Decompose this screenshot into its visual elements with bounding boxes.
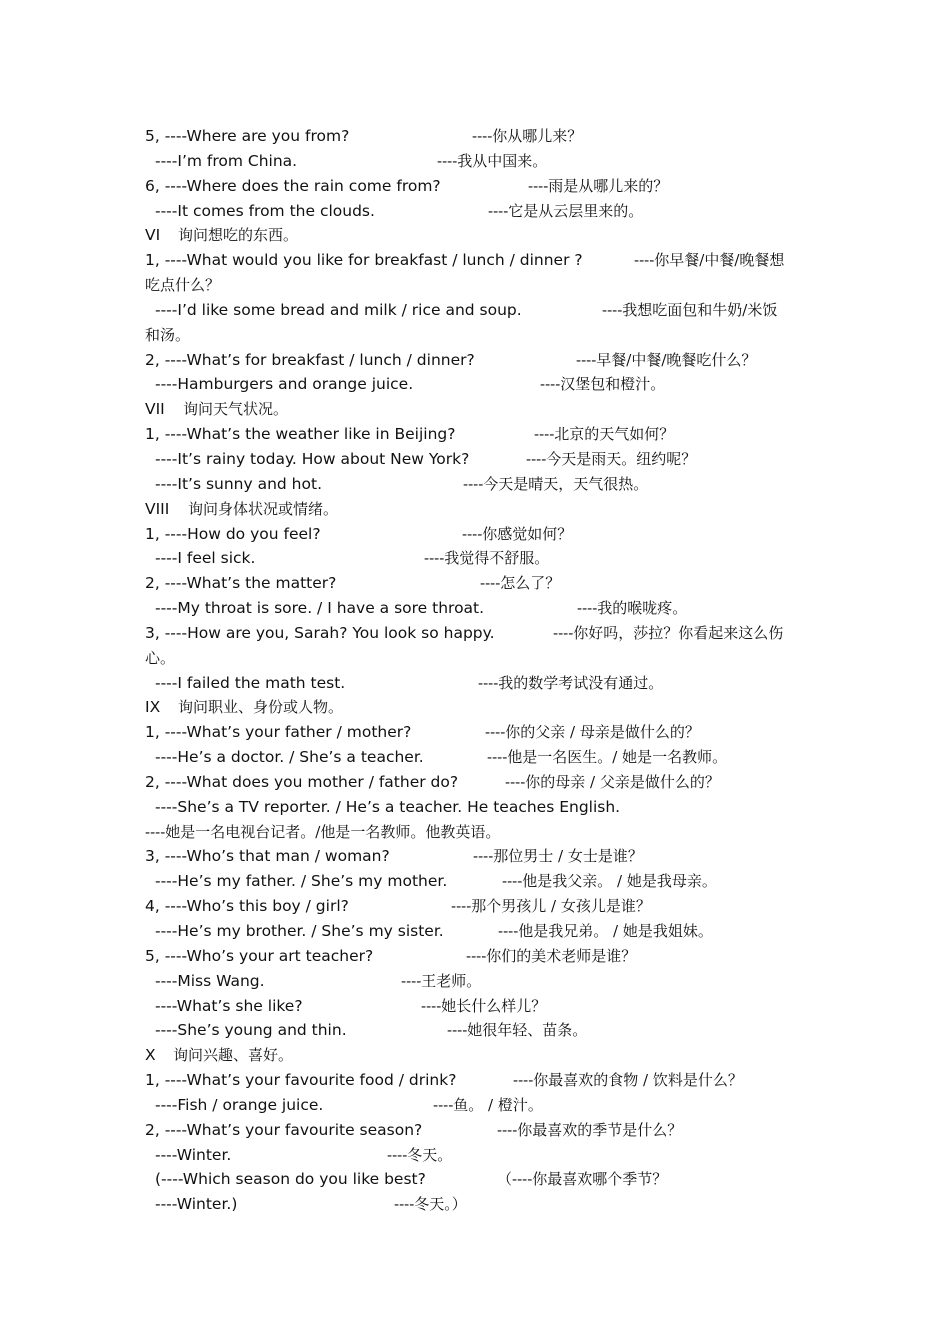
chinese-text: ----你的父亲 / 母亲是做什么的？: [485, 723, 700, 742]
chinese-text: ----他是我兄弟。 / 她是我姐妹。: [498, 922, 713, 940]
chinese-text: 心。: [145, 648, 176, 667]
english-text: ----He’s my brother. / She’s my sister.: [155, 922, 444, 940]
chinese-text: ----你最喜欢的食物 / 饮料是什么？: [513, 1071, 743, 1090]
text-line: [0, 149, 950, 174]
text-line: [0, 770, 950, 795]
chinese-text: ----她长什么样儿？: [421, 996, 547, 1015]
chinese-text: ----你好吗，莎拉？你看起来这么伤: [553, 623, 784, 642]
text-line: [0, 546, 950, 571]
english-text: ----She’s young and thin.: [155, 1021, 347, 1040]
text-line: [0, 820, 950, 845]
english-text: ----Miss Wang.: [155, 971, 265, 990]
text-line: [0, 1143, 950, 1168]
english-text: ----He’s a doctor. / She’s a teacher.: [155, 748, 424, 767]
chinese-text: ----雨是从哪儿来的？: [528, 176, 669, 195]
chinese-text: 吃点什么？: [145, 276, 221, 295]
english-text: ----I failed the math test.: [155, 673, 346, 692]
english-text: ----He’s my father. / She’s my mother.: [155, 872, 448, 891]
text-line: [0, 472, 950, 497]
chinese-text: ----他是我父亲。 / 她是我母亲。: [502, 872, 717, 891]
text-line: [0, 1167, 950, 1192]
section-title: 询问身体状况或情绪。: [188, 499, 339, 518]
text-line: [0, 745, 950, 770]
english-text: (----Which season do you like best?: [155, 1170, 426, 1189]
chinese-text: ----我从中国来。: [437, 151, 548, 170]
text-line: [0, 174, 950, 199]
text-line: [0, 522, 950, 547]
english-text: 1, ----What would you like for breakfast / lunch / dinner ?: [145, 251, 583, 270]
english-text: 4, ----Who’s this boy / girl?: [145, 897, 349, 916]
english-text: 2, ----What does you mother / father do?: [145, 772, 459, 791]
text-line: [0, 1118, 950, 1143]
english-text: ----I’m from China.: [155, 151, 298, 170]
text-line: [0, 248, 950, 273]
chinese-text: ----她很年轻、苗条。: [447, 1021, 588, 1040]
chinese-text: ----你最喜欢的季节是什么？: [497, 1120, 683, 1139]
chinese-text: ----它是从云层里来的。: [488, 201, 644, 220]
chinese-text: ----早餐/中餐/晚餐吃什么？: [576, 350, 757, 369]
text-line: [0, 199, 950, 224]
text-line: [0, 894, 950, 919]
section-number: VI: [145, 226, 161, 245]
chinese-text: ----北京的天气如何？: [534, 425, 675, 444]
english-text: ----Winter.: [155, 1145, 232, 1164]
chinese-text: ----我觉得不舒服。: [424, 549, 550, 568]
english-text: ----It’s rainy today. How about New York?: [155, 449, 470, 468]
section-number: VIII: [145, 499, 170, 518]
chinese-text: 和汤。: [145, 325, 191, 344]
text-line: [0, 646, 950, 671]
english-text: ----Fish / orange juice.: [155, 1095, 324, 1114]
english-text: 2, ----What’s for breakfast / lunch / dinner?: [145, 350, 475, 369]
chinese-text: ----今天是晴天，天气很热。: [463, 474, 649, 493]
text-line: [0, 422, 950, 447]
text-line: [0, 969, 950, 994]
english-text: 1, ----What’s your father / mother?: [145, 723, 412, 742]
english-text: 6, ----Where does the rain come from?: [145, 176, 441, 195]
english-text: ----Hamburgers and orange juice.: [155, 375, 414, 394]
text-line: [0, 348, 950, 373]
section-heading: [0, 223, 950, 248]
chinese-text: ----她是一名电视台记者。/他是一名教师。他教英语。: [145, 822, 501, 841]
chinese-text: ----我的数学考试没有通过。: [478, 673, 664, 692]
text-line: [0, 1018, 950, 1043]
chinese-text: ----我的喉咙疼。: [577, 599, 688, 618]
chinese-text: ----王老师。: [401, 971, 482, 990]
english-text: ----I’d like some bread and milk / rice and soup.: [155, 300, 522, 319]
english-text: ----My throat is sore. / I have a sore throat.: [155, 599, 485, 618]
english-text: 3, ----Who’s that man / woman?: [145, 847, 390, 866]
chinese-text: ----怎么了？: [480, 574, 561, 593]
text-line: [0, 447, 950, 472]
text-line: [0, 869, 950, 894]
english-text: 5, ----Where are you from?: [145, 127, 350, 145]
document-body: [0, 124, 950, 1217]
section-number: IX: [145, 698, 161, 717]
section-heading: [0, 397, 950, 422]
text-line: [0, 944, 950, 969]
section-heading: [0, 695, 950, 720]
text-line: [0, 1093, 950, 1118]
text-line: [0, 571, 950, 596]
english-text: ----It comes from the clouds.: [155, 201, 375, 220]
english-text: 1, ----What’s the weather like in Beijing?: [145, 425, 456, 444]
text-line: [0, 298, 950, 323]
text-line: [0, 621, 950, 646]
chinese-text: ----鱼。 / 橙汁。: [433, 1095, 543, 1114]
section-heading: [0, 1043, 950, 1068]
chinese-text: ----你早餐/中餐/晚餐想: [634, 251, 785, 270]
english-text: ----I feel sick.: [155, 549, 256, 568]
text-line: [0, 372, 950, 397]
section-number: VII: [145, 400, 165, 419]
text-line: [0, 919, 950, 944]
chinese-text: ----你们的美术老师是谁？: [466, 946, 637, 965]
section-title: 询问兴趣、喜好。: [173, 1046, 294, 1065]
chinese-text: ----你的母亲 / 父亲是做什么的？: [505, 772, 720, 791]
section-title: 询问职业、身份或人物。: [178, 698, 344, 717]
chinese-text: ----今天是雨天。纽约呢？: [526, 449, 697, 468]
chinese-text: ----他是一名医生。/ 她是一名教师。: [487, 748, 728, 767]
text-line: [0, 124, 950, 149]
chinese-text: ----我想吃面包和牛奶/米饭: [602, 300, 778, 319]
text-line: [0, 273, 950, 298]
english-text: ----She’s a TV reporter. / He’s a teacher. He teaches English.: [155, 797, 621, 816]
text-line: [0, 1068, 950, 1093]
text-line: [0, 596, 950, 621]
chinese-text: ----冬天。: [387, 1145, 453, 1164]
english-text: 5, ----Who’s your art teacher?: [145, 946, 374, 965]
text-line: [0, 671, 950, 696]
chinese-text: ----冬天。）: [394, 1195, 467, 1214]
section-number: X: [145, 1046, 156, 1065]
text-line: [0, 844, 950, 869]
english-text: 2, ----What’s your favourite season?: [145, 1120, 423, 1139]
english-text: 1, ----What’s your favourite food / drink?: [145, 1071, 457, 1090]
text-line: [0, 994, 950, 1019]
text-line: [0, 323, 950, 348]
section-title: 询问天气状况。: [183, 400, 289, 419]
english-text: ----Winter.): [155, 1195, 238, 1214]
chinese-text: （----你最喜欢哪个季节？: [497, 1170, 668, 1189]
section-title: 询问想吃的东西。: [178, 226, 299, 245]
chinese-text: ----那位男士 / 女士是谁？: [473, 847, 643, 866]
chinese-text: ----那个男孩儿 / 女孩儿是谁？: [451, 897, 651, 916]
english-text: ----It’s sunny and hot.: [155, 474, 322, 493]
chinese-text: ----汉堡包和橙汁。: [540, 375, 666, 394]
english-text: ----What’s she like?: [155, 996, 303, 1015]
chinese-text: ----你从哪儿来？: [472, 127, 583, 145]
chinese-text: ----你感觉如何？: [462, 524, 573, 543]
text-line: [0, 1192, 950, 1217]
text-line: [0, 795, 950, 820]
text-line: [0, 720, 950, 745]
section-heading: [0, 497, 950, 522]
english-text: 3, ----How are you, Sarah? You look so happy.: [145, 623, 495, 642]
english-text: 2, ----What’s the matter?: [145, 574, 337, 593]
english-text: 1, ----How do you feel?: [145, 524, 321, 543]
